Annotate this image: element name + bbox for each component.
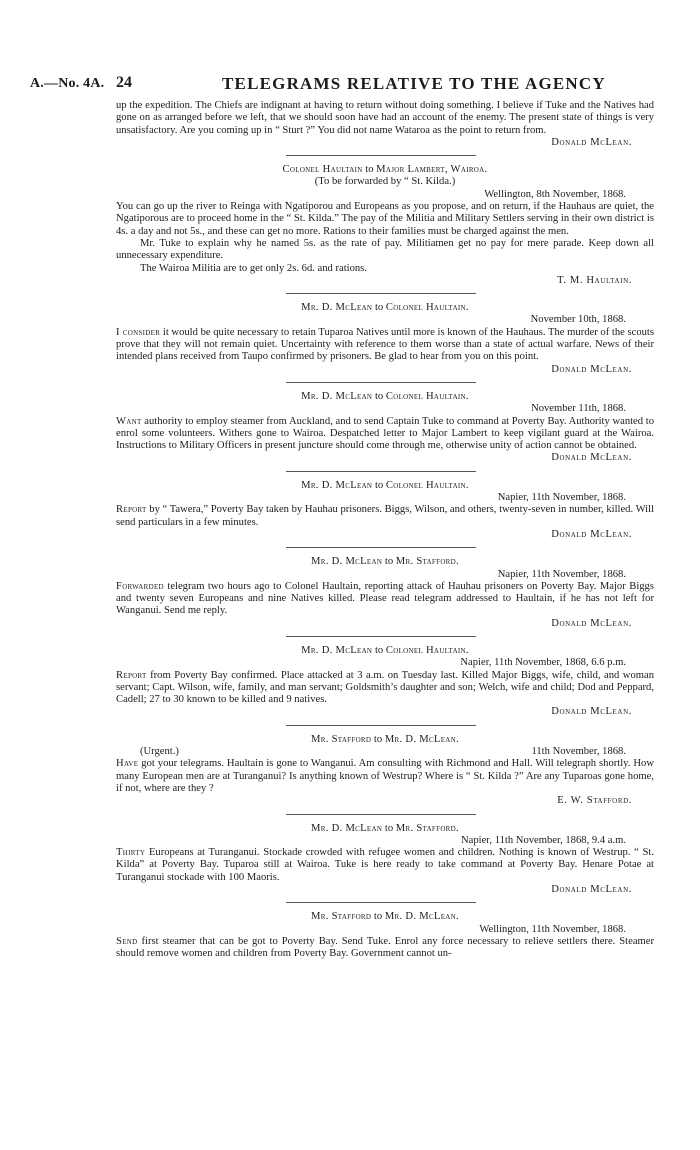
lead-word: I consider — [116, 326, 161, 338]
recipient: Major Lambert, Wairoa. — [376, 164, 488, 176]
telegram-1 — [116, 164, 654, 287]
to-word: to — [373, 733, 383, 745]
signature: Donald McLean. — [551, 452, 632, 464]
lead-word: Report — [116, 504, 147, 516]
to-word: to — [384, 556, 394, 568]
running-title: TELEGRAMS RELATIVE TO THE AGENCY — [222, 74, 606, 93]
lead-word: Report — [116, 669, 147, 681]
sender: Mr. Stafford — [311, 911, 372, 923]
telegram-6 — [116, 645, 654, 719]
divider-rule — [286, 293, 476, 294]
telegram-paragraph — [116, 416, 654, 453]
divider-rule — [286, 547, 476, 548]
dateline: Napier, 11th November, 1868, 6.6 p.m. — [460, 657, 626, 669]
signature: Donald McLean. — [551, 884, 632, 896]
telegram-heading — [116, 911, 654, 923]
telegram-heading — [116, 556, 654, 568]
telegram-heading — [116, 302, 654, 314]
page-number: 24 — [116, 74, 132, 91]
telegram-heading — [116, 734, 654, 746]
telegram-body: by “ Tawera,” Poverty Bay taken by Hauhau prisoners. Biggs, Wilson, and others, twenty-seven in number, killed. Will send particulars in a few minutes. — [116, 504, 654, 528]
recipient: Colonel Haultain. — [385, 479, 469, 491]
to-word: to — [374, 302, 384, 314]
to-word: to — [374, 479, 384, 491]
telegram-heading — [116, 645, 654, 657]
dateline: Wellington, 11th November, 1868. — [479, 923, 626, 935]
to-word: to — [365, 164, 374, 176]
signature: E. W. Stafford. — [557, 795, 632, 807]
telegram-paragraph — [116, 758, 654, 795]
signature: Donald McLean. — [551, 617, 632, 629]
sender: Mr. D. McLean — [301, 302, 373, 314]
recipient: Colonel Haultain. — [385, 302, 469, 314]
dateline: Napier, 11th November, 1868. — [497, 492, 626, 504]
telegram-heading — [116, 480, 654, 492]
sender: Mr. D. McLean — [311, 556, 383, 568]
document-reference: A.—No. 4A. — [30, 76, 105, 91]
telegram-4 — [116, 480, 654, 541]
telegram-body: it would be quite necessary to retain Tuparoa Natives until more is known of the Hauhaus. The murder of the scouts prove that they will not remain quiet. Uncertainty with reference to them worse than a state of actual warfare. News of their intended plans received from Taupo confirmed by prisoners. Be glad to hear from you on this point. — [116, 326, 654, 363]
to-word: to — [384, 822, 394, 834]
dateline: 11th November, 1868. — [531, 746, 626, 758]
dateline: Napier, 11th November, 1868, 9.4 a.m. — [461, 834, 626, 846]
telegram-body: first steamer that can be got to Poverty Bay. Send Tuke. Enrol any force necessary to relieve settlers there. Steamer should remove women and children from Poverty Bay. Government cannot un- — [116, 935, 654, 960]
dateline: Napier, 11th November, 1868. — [497, 568, 626, 580]
forwarding-note: (To be forwarded by “ St. Kilda.) — [314, 176, 456, 188]
sender: Mr. D. McLean — [301, 390, 373, 402]
telegram-body: from Poverty Bay confirmed. Place attacked at 3 a.m. on Tuesday last. Killed Major Biggs, wife, child, and woman servant; Capt. Wilson, wife, family, and man servant; Goldsmith’s daughter and son; Welch, wife and child; Dod and Peppard, Cadell; 27 to 30 known to be killed and 9 natives. — [116, 669, 654, 706]
lead-word: Send — [116, 935, 138, 947]
lead-word: Thirty — [116, 847, 146, 859]
telegram-paragraph: Mr. Tuke to explain why he named 5s. as the rate of pay. Militiamen get no pay for mere parade. Keep down all unnecessary expenditure. — [116, 237, 654, 262]
telegram-paragraph — [116, 670, 654, 707]
telegram-9 — [116, 911, 654, 960]
recipient: Mr. D. McLean. — [384, 911, 459, 923]
intro-paragraph: up the expedition. The Chiefs are indignant at having to return without doing something. I believe if Tuke and the Natives had gone on as arranged before we left, that we should soon have had an account of the enemy. The present state of things is very unsatisfactory. Are you coming up in “ Sturt ?” You did not name Wataroa as the point to return from. — [116, 100, 654, 136]
sender: Mr. D. McLean — [301, 644, 373, 656]
signature: Donald McLean. — [551, 706, 632, 718]
sender: Mr. D. McLean — [311, 822, 383, 834]
recipient: Mr. D. McLean. — [384, 733, 459, 745]
dateline: Wellington, 8th November, 1868. — [484, 188, 626, 200]
telegram-3 — [116, 391, 654, 465]
signature: T. M. Haultain. — [557, 274, 632, 286]
divider-rule — [286, 725, 476, 726]
to-word: to — [373, 911, 383, 923]
recipient: Colonel Haultain. — [385, 390, 469, 402]
telegram-body: got your telegrams. Haultain is gone to Wanganui. Am consulting with Richmond and Hall. Will telegraph shortly. How many European men are at Turanganui? Is anything known of Westrup? Where is “ St. Kilda ?” Are any Tuparoas gone home, if not, where are they ? — [116, 758, 654, 794]
dateline: November 10th, 1868. — [530, 314, 626, 326]
lead-word: Have — [116, 758, 139, 770]
divider-rule — [286, 382, 476, 383]
urgent-note: (Urgent.) — [140, 746, 179, 758]
telegram-8 — [116, 823, 654, 897]
signature: Donald McLean. — [551, 363, 632, 375]
telegram-body: Europeans at Turanganui. Stockade crowded with refugee women and children. Nothing is known of Westrup. “ St. Kilda” at Poverty Bay. Tuparoa still at Wairoa. Tuke is here ready to take command at Poverty Bay. Henare Potae at Turanganui stockade with 100 Maoris. — [116, 847, 654, 883]
divider-rule — [286, 814, 476, 815]
divider-rule — [286, 636, 476, 637]
dateline-row — [116, 746, 626, 758]
telegram-2 — [116, 302, 654, 376]
telegram-heading — [116, 823, 654, 835]
recipient: Mr. Stafford. — [395, 822, 459, 834]
telegram-paragraph — [116, 327, 654, 364]
telegram-body: telegram two hours ago to Colonel Haultain, reporting attack of Hauhau prisoners on Poverty Bay. Major Biggs and twenty seven Europeans and nine Natives killed. Please read telegram addressed to Haultain, if he has not left for Wanganui. Send me reply. — [116, 580, 654, 617]
telegram-paragraph: The Wairoa Militia are to get only 2s. 6d. and rations. — [140, 262, 367, 274]
lead-word: Want — [116, 415, 142, 427]
to-word: to — [374, 644, 384, 656]
lead-word: Forwarded — [116, 580, 164, 592]
telegram-paragraph: You can go up the river to Reinga with Ngatiporou and Europeans as you propose, and on return, if the Hauhaus are quiet, the Ngatiporous are to proceed home in the “ St. Kilda.” The pay of the Militia and Military Settlers serving in their own district is 4s. a day and not 5s., and these can get no more. Rations to their families must be charged against the men. — [116, 201, 654, 237]
intro-section — [116, 100, 654, 149]
telegram-5 — [116, 556, 654, 630]
recipient: Colonel Haultain. — [385, 644, 469, 656]
page-content — [116, 100, 654, 967]
sender: Colonel Haultain — [282, 164, 363, 176]
divider-rule — [286, 471, 476, 472]
telegram-paragraph — [116, 504, 654, 529]
sender: Mr. D. McLean — [301, 479, 373, 491]
signature: Donald McLean. — [551, 136, 632, 148]
telegram-paragraph — [116, 581, 654, 618]
sender: Mr. Stafford — [311, 733, 372, 745]
telegram-paragraph — [116, 936, 654, 961]
dateline: November 11th, 1868. — [531, 403, 626, 415]
telegram-heading — [116, 164, 654, 176]
telegram-heading — [116, 391, 654, 403]
telegram-body: authority to employ steamer from Auckland, and to send Captain Tuke to command at Poverty Bay. Authority wanted to enrol some volunteers. Withers gone to Wairoa. Despatched letter to Major Lambert to keep vigilant guard at the Wairoa. Instructions to Military Officers in present juncture should come through me, otherwise unity of action cannot be obtained. — [116, 415, 654, 452]
telegram-paragraph — [116, 847, 654, 884]
recipient: Mr. Stafford. — [395, 556, 459, 568]
divider-rule — [286, 155, 476, 156]
divider-rule — [286, 902, 476, 903]
signature: Donald McLean. — [551, 528, 632, 540]
to-word: to — [374, 390, 384, 402]
page-header — [30, 74, 670, 96]
telegram-7 — [116, 734, 654, 808]
